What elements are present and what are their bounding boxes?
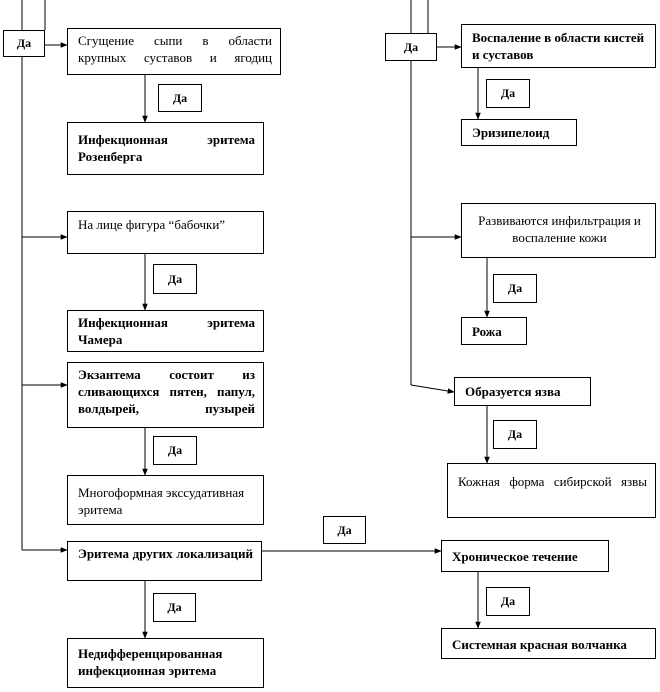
hands-inflam-box (461, 24, 656, 68)
chamer-box (67, 310, 264, 352)
infiltration-text: Развиваются инфильтрация и воспаление кожи (478, 213, 641, 245)
erysipeloid-box (461, 119, 577, 146)
joint-rash-box (67, 28, 281, 75)
yes-label-3: Да (153, 436, 197, 465)
yes-label-top-right: Да (385, 33, 437, 61)
joint-rash-text: Сгущение сыпи в области крупных суставов и ягодиц (78, 33, 272, 65)
hands-inflam-text: Воспаление в области кистей и суставов (472, 30, 645, 62)
yes-label-8: Да (486, 587, 530, 616)
multiform-box (67, 475, 264, 525)
yes-label-4: Да (153, 593, 196, 622)
rosenberg-box (67, 122, 264, 175)
ulcer-text: Образуется язва (465, 384, 561, 399)
yes-label-1: Да (158, 84, 202, 112)
yes-label-7: Да (493, 420, 537, 449)
undiff-text: Недифференцированная инфекционная эритема (78, 646, 223, 678)
chronic-text: Хроническое течение (452, 549, 578, 564)
erysipeloid-text: Эризипелоид (472, 125, 550, 140)
erysipelas-text: Рожа (472, 324, 502, 339)
lupus-text: Системная красная волчанка (452, 637, 627, 652)
erysipelas-box (461, 317, 527, 345)
undiff-box (67, 638, 264, 688)
butterfly-text: На лице фигура “бабочки” (78, 217, 226, 232)
yes-label-2: Да (153, 264, 197, 294)
chamer-text: Инфекционная эритема Чамера (78, 315, 255, 347)
lupus-box (441, 628, 656, 659)
yes-label-6: Да (493, 274, 537, 303)
rosenberg-text: Инфекционная эритема Розенберга (78, 132, 255, 164)
exanthem-text: Экзантема состоит из сливающихся пятен, папул, волдырей, пузырей (78, 367, 255, 416)
butterfly-box (67, 211, 264, 254)
ulcer-box (454, 377, 591, 406)
yes-label-5: Да (486, 79, 530, 108)
other-loc-box (67, 541, 262, 581)
anthrax-text: Кожная форма сибирской язвы (458, 474, 647, 489)
other-loc-text: Эритема других локализаций (78, 546, 253, 561)
branch-to-ulcer (411, 385, 454, 392)
yes-label-middle: Да (323, 516, 366, 544)
exanthem-box (67, 362, 264, 428)
multiform-text: Многоформная экссудативная эритема (78, 485, 245, 517)
yes-label-top-left: Да (3, 30, 45, 57)
chronic-box (441, 540, 609, 572)
anthrax-box (447, 463, 656, 518)
infiltration-box (461, 203, 656, 258)
